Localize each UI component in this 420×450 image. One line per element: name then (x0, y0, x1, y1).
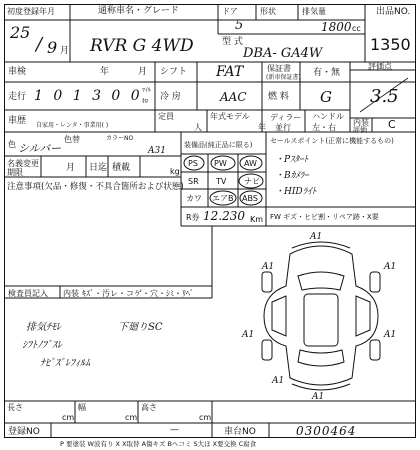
warranty-label: 保証書 (267, 64, 291, 73)
r-ticket-unit: Km (250, 215, 264, 224)
rating-label: 評価点 (368, 62, 392, 71)
notes-label: 注意事項(欠品・修復・不具合箇所および状態) (7, 182, 184, 192)
damage-code-legend: P 要塗装 W波有り X X取替 A傷キズ Bヘコミ S大ほ X要交換 C腐食 (60, 440, 257, 448)
color-number-value: A31 (148, 146, 166, 156)
mileage-label: 走行 (8, 92, 27, 102)
displacement-label: 排気量 (302, 7, 326, 16)
r-ticket-label: R券 (186, 213, 200, 222)
equipment-navi: ナビ (244, 177, 260, 186)
displacement-value: 1800 (321, 20, 352, 34)
mileage-unit-km: ｷﾛ (142, 98, 149, 105)
fuel-label: 燃 料 (268, 92, 289, 102)
inspector-interior-marks: ｷｽﾞ・汚レ・コゲ・穴・ｼﾐ・ﾘﾍﾟ (82, 289, 194, 298)
type-value: DBA- GA4W (243, 46, 323, 61)
history-label: 車歴 (8, 116, 27, 126)
equipment-sr: SR (188, 177, 199, 186)
first-registration-month: 9 (47, 38, 58, 57)
color-value: シルバー (18, 142, 61, 155)
inspection-month-label: 月 (138, 67, 148, 77)
inspector-note-underbody: 下廻りSC (118, 322, 163, 333)
inspection-year-label: 年 (100, 67, 110, 77)
rating-value: 3.5 (370, 86, 399, 107)
equipment-title: 装備品(純正品に限る) (184, 141, 253, 149)
length-label: 長さ (7, 403, 23, 412)
registration-number-label: 登録NO (8, 427, 40, 437)
equipment-pw: PW (214, 159, 227, 168)
transfer-day-label: 日迄 (89, 163, 108, 173)
mileage-unit-mile: ﾏｲﾙ (142, 87, 152, 94)
sales-points-title: セールスポイント(正常に機能するもの) (270, 137, 394, 145)
damage-mark-right-front: A1 (384, 262, 397, 272)
inspector-note-shift: ｼﾌﾄﾉﾌﾞｽﾚ (22, 340, 62, 351)
lot-number-label: 出品NO. (376, 7, 411, 17)
name-change-label-top: 名義変更 (7, 159, 39, 168)
interior-rating-sub-label: 評価 (353, 126, 367, 134)
first-registration-year: 25 (10, 23, 31, 42)
dealer-sub-label: 並行 (275, 123, 291, 132)
sales-point-3: ・HIDﾗｲﾄ (275, 187, 317, 197)
color-label: 色 (8, 140, 16, 149)
equipment-ps: PS (188, 159, 198, 168)
first-registration-slash: / (36, 34, 43, 55)
type-label: 型 式 (222, 37, 243, 47)
fw-line: FW ギズ・ヒビ割・リペア跡・X要 (270, 213, 379, 221)
height-unit: cm (199, 413, 212, 422)
sales-point-2: ・Bｶﾒﾗｰ (275, 171, 309, 181)
damage-mark-rear-left: A1 (272, 376, 285, 386)
equipment-airbag: エアB (212, 194, 234, 203)
handle-label: ハンドル (312, 112, 344, 121)
damage-mark-left-front: A1 (262, 262, 275, 272)
year-model-label: 年式モデル (210, 112, 250, 121)
equipment-tv: TV (216, 177, 227, 186)
load-capacity-unit: kg (170, 167, 180, 176)
fuel-value: G (320, 88, 332, 106)
equipment-aw: AW (244, 159, 257, 168)
capacity-label: 定員 (158, 112, 174, 121)
dealer-label: ディラー (270, 113, 302, 122)
equipment-leather: カワ (186, 194, 202, 203)
history-options: 自家用・レンタ・事業用( ) (36, 122, 109, 129)
color-change-label: 色替 (64, 135, 80, 144)
width-unit: cm (125, 413, 138, 422)
color-number-label: カラーNO (106, 135, 134, 142)
interior-rating-label: 内装 (353, 118, 369, 127)
ac-value: AAC (220, 90, 247, 104)
capacity-unit: 人 (194, 123, 202, 132)
damage-mark-front: A1 (310, 232, 323, 242)
displacement-unit: cc (352, 24, 361, 33)
mileage-value: 1 0 1 3 0 0 (34, 88, 143, 104)
chassis-number-value: 0300464 (296, 424, 357, 438)
load-capacity-label: 積載 (112, 163, 131, 173)
shape-label: 形状 (260, 7, 276, 16)
car-damage-diagram (232, 232, 410, 400)
inspection-label: 車検 (8, 67, 27, 77)
model-label: 通称車名・グレード (98, 6, 180, 16)
registration-number-dash: — (170, 425, 179, 435)
ac-label: 冷 房 (160, 92, 181, 102)
damage-mark-right-rear: A1 (384, 330, 397, 340)
damage-mark-left-rear: A1 (242, 330, 255, 340)
name-change-label-bottom: 期限 (7, 168, 23, 177)
interior-rating-value: C (388, 118, 396, 131)
width-label: 幅 (78, 403, 86, 412)
warranty-value: 有・無 (313, 68, 341, 78)
length-unit: cm (62, 413, 75, 422)
inspector-label: 検査員記入 (8, 289, 48, 298)
first-registration-label: 初度登録年月 (7, 7, 55, 16)
year-model-unit: 年 (258, 123, 266, 132)
shift-value: FAT (216, 64, 244, 80)
inspector-note-exhaust: 排気ﾁﾓﾚ (26, 322, 61, 333)
model-value: RVR G 4WD (90, 36, 194, 56)
shift-label: シフト (160, 67, 188, 77)
equipment-abs: ABS (242, 194, 258, 203)
warranty-sub-label: (新車保証書) (266, 74, 301, 81)
equipment-circle-marks (181, 154, 266, 207)
r-ticket-value: 12.230 (203, 209, 245, 223)
chassis-number-label: 車台NO (224, 427, 256, 437)
door-label: ドア (222, 7, 238, 16)
height-label: 高さ (141, 403, 157, 412)
first-registration-month-unit: 月 (60, 46, 70, 56)
transfer-month-label: 月 (66, 163, 76, 173)
handle-value: 左・右 (312, 123, 336, 132)
inspector-note-navi: ﾅﾋﾞｽﾞﾚﾌｨﾙﾑ (40, 358, 90, 369)
door-value: 5 (235, 18, 244, 33)
inspector-interior-label: 内装 (63, 289, 79, 298)
lot-number-value: 1350 (370, 35, 411, 54)
damage-mark-rear: A1 (312, 392, 325, 402)
sales-point-1: ・Pｽﾀｰﾄ (275, 155, 309, 165)
